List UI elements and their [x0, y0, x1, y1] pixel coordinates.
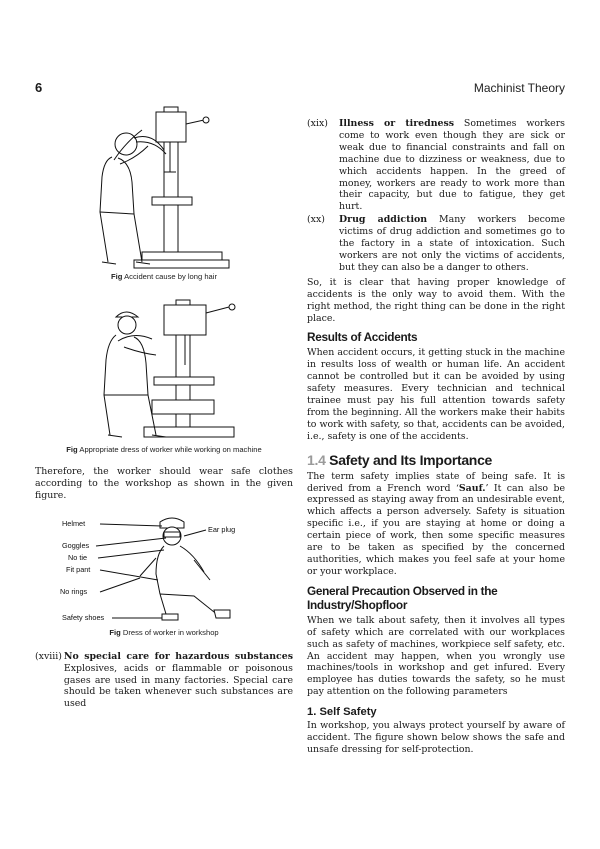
figure-caption: Fig Appropriate dress of worker while working on machine: [66, 445, 262, 454]
item-text: Sometimes workers come to work even though they are sick or weak due to financial constraints and fall on machine due to dizziness or weakness, due to which accidents happen. In the greed of money, workers are ready to work more than their capacity, but due to fatigue, they get hurt.: [339, 118, 565, 213]
item-text: Explosives, acids or flammable or poisonous gases are used in many factories. Special care should be taken whenever such substances are used: [63, 662, 293, 710]
heading-results: Results of Accidents: [307, 330, 418, 345]
paragraph-self-safety: In workshop, you always protect yourself by aware of accident. The figure shown below shows the safe and unsafe dressing for self-protection.: [307, 720, 565, 755]
right-column: [307, 118, 565, 756]
item-title: Illness or tiredness: [339, 118, 455, 129]
figure-appropriate-dress: [35, 295, 293, 454]
list-item-xx: (xx) Drug addiction Many workers become victims of drug addiction and sometimes go to the factory in a state of intoxication. Such workers are not only the victims of accidents, but they can also be a danger to others.: [307, 214, 566, 273]
label-goggles: Goggles: [62, 540, 90, 550]
figure-long-hair: [35, 102, 293, 281]
item-text: Many workers become victims of drug addiction and sometimes go to the factory in a state of intoxication. Such workers are not only the victims of accidents, but they can also be a danger to others.: [339, 214, 566, 273]
label-fit-pant: Fit pant: [66, 564, 91, 574]
paragraph-safety: The term safety implies state of being safe. It is derived from a French word ‘Sauf.’ It can also be expressed as staying away from an undesirable event, which affects a person adversely. Safety is situation specific i.e., if you are staying at home or doing a certain piece of work, then some specific measures are to be taken as specified by the concerned authorities, which makes you feel safe at your home or your workplace.: [307, 470, 566, 577]
paragraph-so: So, it is clear that having proper knowledge of accidents is the only way to avoid them. With the right method, the right thing can be done in the right place.: [307, 276, 565, 324]
label-no-rings: No rings: [60, 586, 88, 596]
label-safety-shoes: Safety shoes: [62, 612, 105, 622]
label-no-tie: No tie: [68, 552, 88, 562]
page-number: 6: [35, 80, 43, 95]
item-title: Drug addiction: [339, 214, 428, 226]
section-number: 1.4: [307, 451, 326, 468]
list-item-xviii: (xviii) No special care for hazardous substances Explosives, acids or flammable or poisonous gases are used in many factories. Special care should be taken whenever such substances are used: [35, 650, 293, 710]
paragraph-therefore: Therefore, the worker should wear safe clothes according to the workshop as shown in the given figure.: [35, 466, 293, 501]
paragraph-general: When we talk about safety, then it involves all types of safety which are correlated with our workplaces such as safety of machines, workpiece self safety, etc. An accident may happen, when you wrongly use machines/tools in workshop and get infured. Every employee has duties towards the safety, so he must pay attention on the following parameters: [307, 614, 565, 698]
drill-appropriate-dress-illustration: [64, 295, 264, 445]
label-helmet: Helmet: [62, 518, 86, 528]
paragraph-results: When accident occurs, it getting stuck in the machine in results loss of wealth or human life. An accident cannot be controlled but it can be avoided by using safety measures. Every technician and technical trainee must pay his full attention towards safety from the beginning. All the workers make their habits to work with safety, so that, accidents can be avoided, i.e., safety is one of the accidents.: [307, 347, 565, 442]
list-item-xix: (xix) Illness or tiredness Sometimes workers come to work even though they are sick or weak due to financial constraints and fall on machine due to dizziness or weakness, due to which accidents happen. In the greed of money, workers are ready to work more than their capacity, but due to fatigue, they get hurt.: [307, 118, 565, 213]
workshop-dress-illustration: [44, 514, 284, 626]
label-ear-plug: Ear plug: [208, 524, 236, 534]
heading-self-safety: 1. Self Safety: [307, 706, 377, 719]
running-title: Machinist Theory: [473, 81, 565, 95]
item-title: No special care for hazardous substances: [63, 650, 293, 662]
left-column: [35, 102, 293, 710]
section-title: Safety and Its Importance: [329, 451, 493, 468]
figure-caption: Fig Accident cause by long hair: [111, 272, 217, 281]
figure-workshop-dress: [35, 514, 293, 637]
drill-long-hair-illustration: [64, 102, 264, 272]
figure-caption: Fig Dress of worker in workshop: [109, 627, 219, 637]
section-heading: [307, 452, 565, 468]
heading-general-precaution: General Precaution Observed in the Industry/Shopfloor: [307, 583, 498, 612]
